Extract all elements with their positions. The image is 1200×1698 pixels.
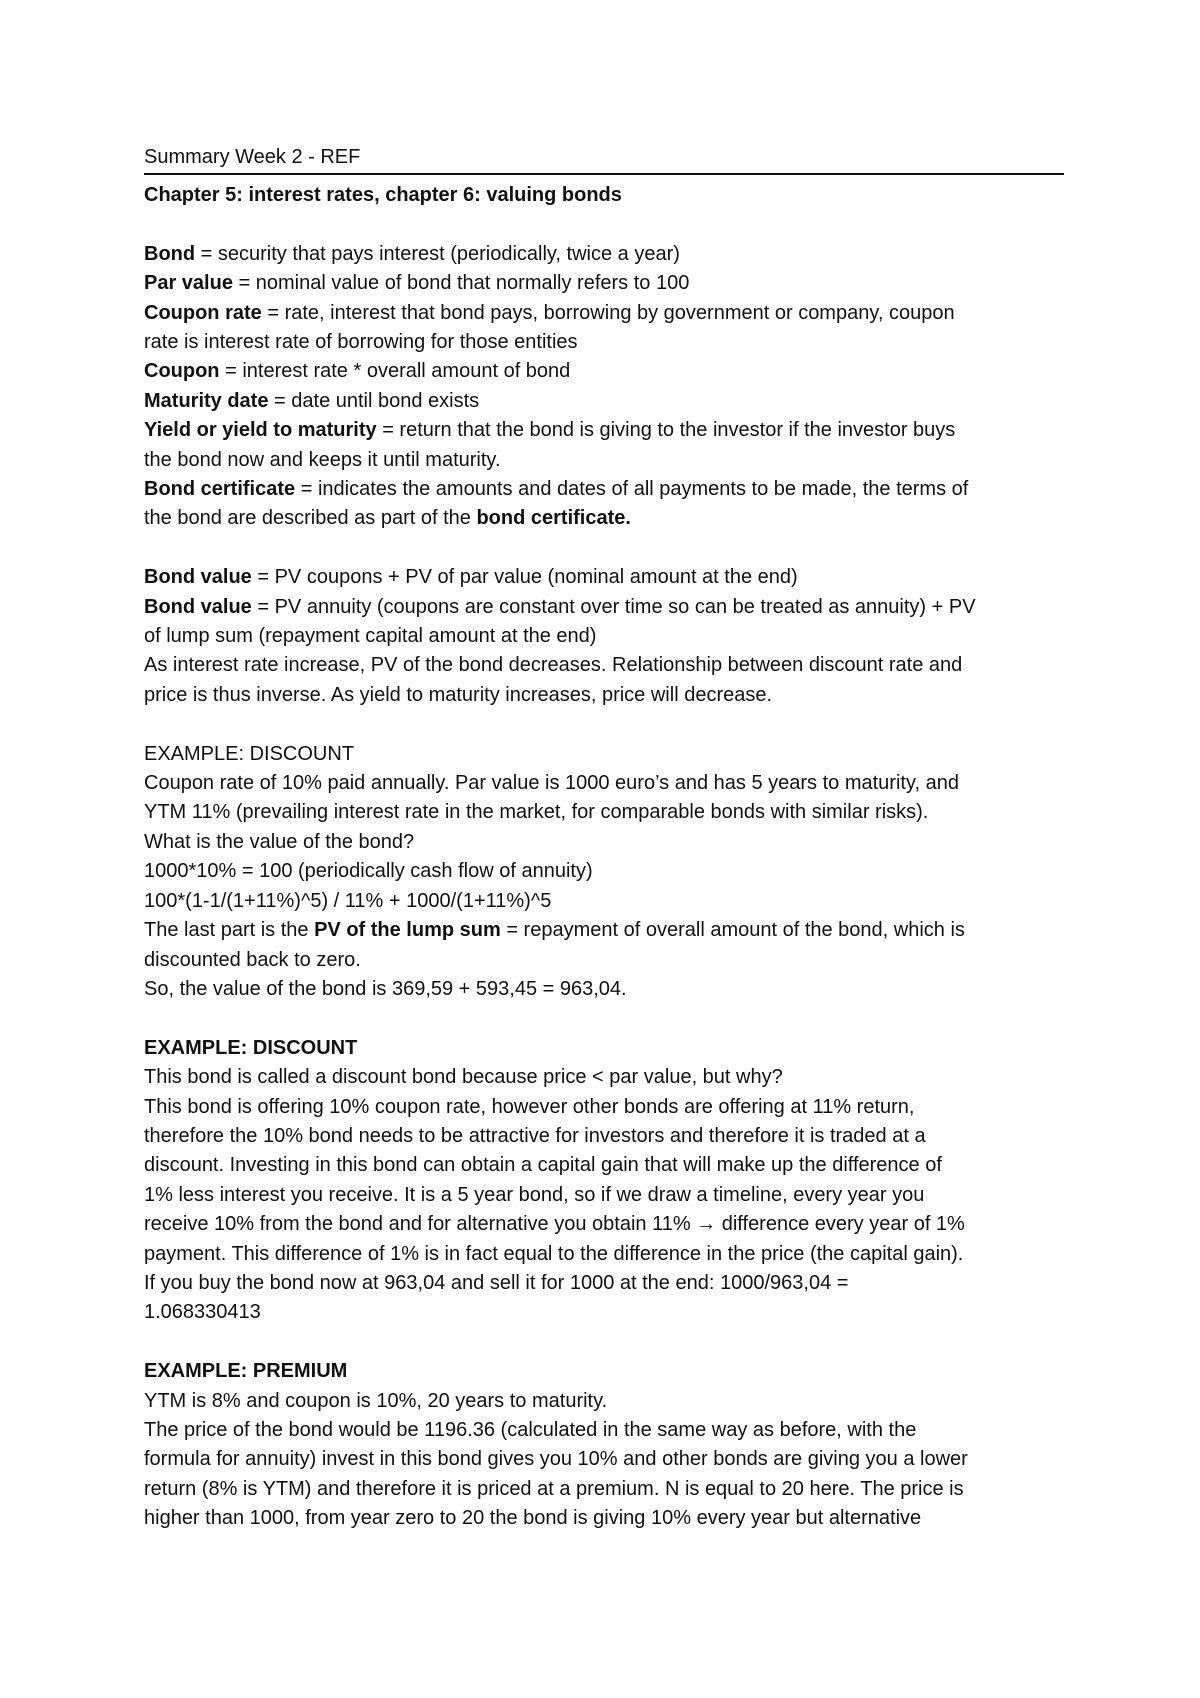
definition-text: = return that the bond is giving to the investor if the investor buys [376, 419, 956, 442]
definition-text: of lump sum (repayment capital amount at the end) [144, 625, 597, 648]
paragraph-line: 1% less interest you receive. It is a 5 year bond, so if we draw a timeline, every year you [144, 1183, 925, 1206]
paragraph-line [144, 916, 1064, 945]
paragraph-line: If you buy the bond now at 963,04 and sell it for 1000 at the end: 1000/963,04 = [144, 1271, 849, 1294]
chapter-title: Chapter 5: interest rates, chapter 6: valuing bonds [144, 184, 622, 206]
paragraph-line: The price of the bond would be 1196.36 (calculated in the same way as before, with the [144, 1418, 917, 1441]
example-heading: EXAMPLE: DISCOUNT [144, 1036, 358, 1059]
definition-term: Bond value [144, 566, 252, 589]
spacer [144, 534, 1064, 563]
paragraph-line: discounted back to zero. [144, 948, 361, 971]
paragraph-line: What is the value of the bond? [144, 830, 415, 853]
spacer [144, 210, 1064, 239]
definition-text: = security that pays interest (periodically, twice a year) [195, 242, 680, 265]
paragraph-line [144, 622, 1064, 651]
document-content [144, 143, 1064, 1534]
paragraph-line: This bond is offering 10% coupon rate, however other bonds are offering at 11% return, [144, 1095, 915, 1118]
paragraph-line: Coupon rate of 10% paid annually. Par value is 1000 euro’s and has 5 years to maturity, and [144, 772, 959, 795]
definition-text: = PV annuity (coupons are constant over time so can be treated as annuity) + PV [251, 595, 976, 618]
paragraph-line: payment. This difference of 1% is in fact equal to the difference in the price (the capital gain). [144, 1242, 964, 1265]
page-header: Summary Week 2 - REF [144, 143, 1064, 175]
paragraph-line [144, 563, 1064, 592]
paragraph-line [144, 1210, 1064, 1239]
definition-line [144, 357, 1064, 386]
definition-text: = rate, interest that bond pays, borrowing by government or company, coupon [261, 301, 955, 324]
paragraph-line: return (8% is YTM) and therefore it is priced at a premium. N is equal to 20 here. The price is [144, 1477, 964, 1500]
paragraph-line: 1000*10% = 100 (periodically cash flow of annuity) [144, 860, 593, 883]
bold-run: PV of the lump sum [314, 919, 501, 942]
definition-term: Bond [144, 242, 196, 265]
text-run: receive 10% from the bond and for alternative you obtain 11% [144, 1213, 697, 1236]
paragraph-line: 1.068330413 [144, 1301, 261, 1324]
text-run: difference every year of 1% [716, 1213, 965, 1236]
definition-text: = nominal value of bond that normally refers to 100 [232, 272, 690, 295]
example-premium [144, 1357, 1064, 1533]
definition-text: = date until bond exists [268, 389, 480, 412]
definition-line [144, 387, 1064, 416]
definition-line [144, 475, 1064, 504]
paragraph-line: YTM 11% (prevailing interest rate in the market, for comparable bonds with similar risks). [144, 801, 929, 824]
definitions-block [144, 240, 1064, 534]
definition-text: = interest rate * overall amount of bond [219, 360, 571, 383]
definition-text: price is thus inverse. As yield to maturity increases, price will decrease. [144, 683, 773, 706]
paragraph-line: YTM is 8% and coupon is 10%, 20 years to maturity. [144, 1389, 608, 1412]
definition-text: the bond now and keeps it until maturity. [144, 448, 501, 471]
definition-text: the bond are described as part of the [144, 507, 477, 530]
definition-term: Yield or yield to maturity [144, 419, 377, 442]
definition-term: Coupon rate [144, 301, 262, 324]
definition-term: Maturity date [144, 389, 269, 412]
definition-line [144, 504, 1064, 533]
paragraph-line: higher than 1000, from year zero to 20 the bond is giving 10% every year but alternative [144, 1507, 922, 1530]
paragraph-line: This bond is called a discount bond because price < par value, but why? [144, 1066, 783, 1089]
paragraph-line: discount. Investing in this bond can obtain a capital gain that will make up the difference of [144, 1154, 942, 1177]
paragraph-line: So, the value of the bond is 369,59 + 593,45 = 963,04. [144, 977, 627, 1000]
definition-term: Bond value [144, 595, 252, 618]
paragraph-line [144, 651, 1064, 680]
spacer [144, 710, 1064, 739]
paragraph-line: formula for annuity) invest in this bond gives you 10% and other bonds are giving you a lower [144, 1448, 968, 1471]
definition-text: = indicates the amounts and dates of all payments to be made, the terms of [295, 478, 969, 501]
definition-text: rate is interest rate of borrowing for those entities [144, 331, 578, 354]
definition-term: Par value [144, 272, 233, 295]
bond-value-block [144, 563, 1064, 710]
definition-line [144, 328, 1064, 357]
paragraph-line [144, 593, 1064, 622]
example-heading: EXAMPLE: PREMIUM [144, 1360, 348, 1383]
example-discount-2 [144, 1034, 1064, 1328]
spacer [144, 1328, 1064, 1357]
definition-text: As interest rate increase, PV of the bond decreases. Relationship between discount rate and [144, 654, 963, 677]
text-run: = repayment of overall amount of the bond, which is [500, 919, 965, 942]
example-discount-1 [144, 740, 1064, 1005]
text-run: The last part is the [144, 919, 315, 942]
definition-term: Coupon [144, 360, 220, 383]
definition-text: = PV coupons + PV of par value (nominal amount at the end) [251, 566, 798, 589]
definition-term: Bond certificate [144, 478, 296, 501]
definition-line [144, 269, 1064, 298]
definition-line [144, 446, 1064, 475]
example-heading: EXAMPLE: DISCOUNT [144, 742, 355, 765]
definition-line [144, 416, 1064, 445]
arrow-right-icon: → [696, 1213, 717, 1236]
definition-line [144, 299, 1064, 328]
paragraph-line: therefore the 10% bond needs to be attractive for investors and therefore it is traded at a [144, 1124, 926, 1147]
paragraph-line: 100*(1-1/(1+11%)^5) / 11% + 1000/(1+11%)^5 [144, 889, 552, 912]
paragraph-line [144, 681, 1064, 710]
definition-line [144, 240, 1064, 269]
spacer [144, 1004, 1064, 1033]
definition-term: bond certificate. [476, 507, 631, 530]
